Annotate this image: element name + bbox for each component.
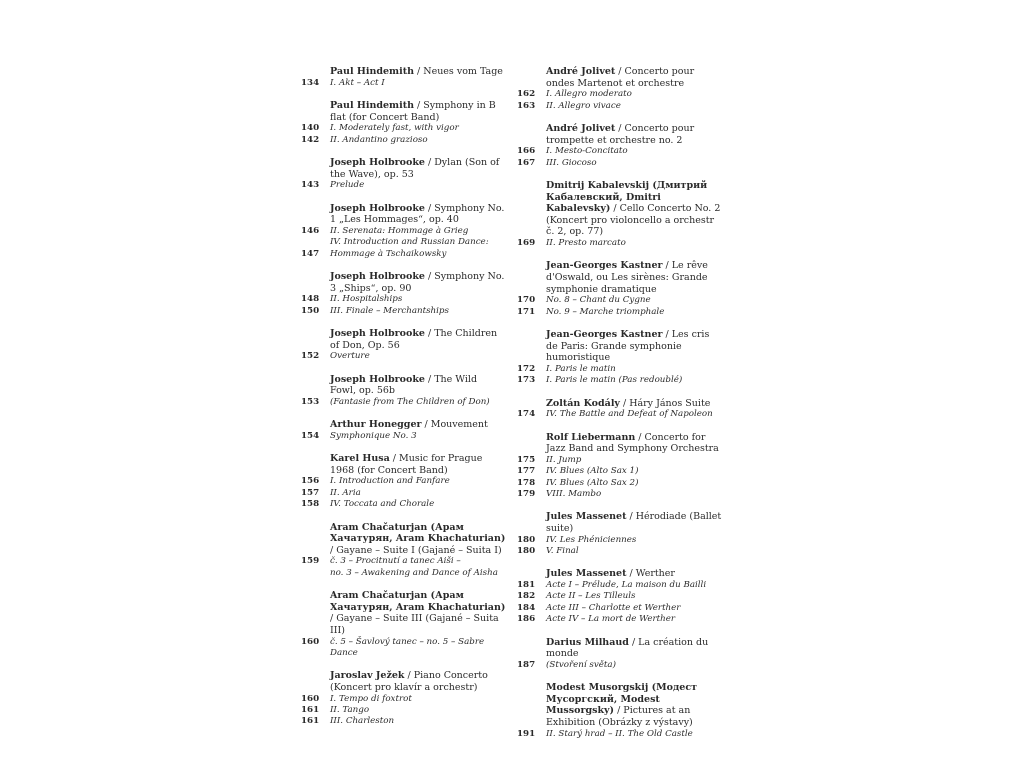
composer-name: Joseph Holbrooke: [330, 202, 425, 214]
work-title: / Hérodiade (Ballet suite): [546, 511, 722, 534]
page-number: 177: [517, 466, 536, 477]
entry-heading: [301, 590, 506, 636]
movement-title: I. Moderately fast, with vigor: [330, 123, 459, 134]
page-number: 162: [517, 89, 536, 100]
movement-row: [517, 158, 722, 169]
page-number: 180: [517, 545, 536, 556]
page-number: 152: [301, 351, 320, 362]
composer-name: Modest Musorgskij (Модест Мусоргский, Modest Mussorgsky): [546, 682, 698, 717]
movement-row: [517, 489, 722, 500]
movement-row: [301, 351, 506, 362]
entry-heading: [301, 328, 506, 351]
entry-heading: [517, 637, 722, 660]
page-number: 172: [517, 363, 536, 374]
movement-title: I. Mesto-Concitato: [546, 146, 628, 157]
page-number: 171: [517, 306, 536, 317]
movement-row: [517, 364, 722, 375]
index-entry: [517, 66, 722, 112]
movement-title: Symphonique No. 3: [330, 430, 417, 441]
page-number: [301, 568, 330, 579]
page-number: 154: [301, 430, 320, 441]
movement-row: [517, 101, 722, 112]
composer-name: Joseph Holbrooke: [330, 328, 425, 339]
entry-heading: [517, 432, 722, 455]
work-title: / Cello Concerto No. 2 (Koncert pro violoncello a orchestr č. 2, op. 77): [546, 203, 721, 238]
entry-heading: [301, 157, 506, 180]
entry-heading: [301, 374, 506, 397]
movement-row: [301, 294, 506, 305]
movement-title: I. Paris le matin: [546, 363, 616, 374]
composer-name: André Jolivet: [546, 123, 616, 134]
index-entry: [517, 568, 722, 625]
movement-row: [301, 499, 506, 510]
movement-title: č. 5 – Šavlový tanec – no. 5 – Sabre Dance: [330, 636, 485, 658]
entry-heading: [301, 453, 506, 476]
work-title: / The Wild Fowl, op. 56b: [330, 373, 478, 397]
page-number: 181: [517, 579, 536, 590]
page-number: 142: [301, 134, 320, 145]
movement-title: No. 8 – Chant du Cygne: [546, 295, 651, 306]
movement-title: I. Allegro moderato: [546, 89, 632, 100]
work-title: / La création du monde: [546, 636, 709, 660]
index-entry: [517, 432, 722, 501]
movement-title: č. 3 – Procitnutí a tanec Aiši –: [330, 556, 461, 567]
movement-row: [517, 307, 722, 318]
work-title: / The Children of Don, Op. 56: [330, 328, 498, 351]
movement-title: II. Aria: [330, 487, 361, 498]
movement-title: III. Finale – Merchantships: [330, 305, 449, 316]
movement-row: [301, 226, 506, 237]
movement-title: II. Presto marcato: [546, 237, 626, 248]
entry-heading: [301, 100, 506, 123]
entry-heading: [517, 568, 722, 580]
page-number: 161: [301, 704, 320, 715]
work-title: / Concerto pour trompette et orchestre no. 2: [546, 123, 695, 146]
composer-name: André Jolivet: [546, 66, 616, 77]
movement-row: [301, 637, 506, 660]
movement-title: Acte III – Charlotte et Werther: [546, 602, 681, 613]
index-entry: [301, 590, 506, 659]
movement-title: IV. Introduction and Russian Dance:: [330, 237, 489, 248]
movement-row: [301, 705, 506, 716]
page-number: 143: [301, 180, 320, 191]
work-title: / Piano Concerto (Koncert pro klavír a orchestr): [330, 670, 488, 693]
movement-row: [301, 397, 506, 408]
work-title: / Concerto for Jazz Band and Symphony Orchestra: [546, 431, 719, 455]
page-number: 187: [517, 659, 536, 670]
movement-title: VIII. Mambo: [546, 488, 602, 499]
work-title: / Gayane – Suite I (Gajané – Suita I): [330, 544, 502, 556]
index-entry: [301, 157, 506, 192]
composer-name: Paul Hindemith: [330, 100, 415, 111]
movement-row: [301, 694, 506, 705]
movement-row: [301, 306, 506, 317]
work-title: / Symphony in B flat (for Concert Band): [330, 100, 496, 123]
composer-name: Darius Milhaud: [546, 636, 629, 648]
index-column-left: [301, 66, 506, 739]
composer-name: Paul Hindemith: [330, 66, 415, 77]
movement-row: [517, 295, 722, 306]
entry-heading: [301, 271, 506, 294]
page-number: 175: [517, 454, 536, 465]
composer-name: Karel Husa: [330, 453, 390, 465]
entry-heading: [301, 522, 506, 557]
movement-row: [301, 135, 506, 146]
movement-title: IV. Toccata and Chorale: [330, 499, 435, 510]
movement-row: [301, 488, 506, 499]
movement-row: [517, 535, 722, 546]
entry-heading: [301, 670, 506, 693]
entry-heading: [517, 260, 722, 295]
movement-title: IV. Les Phéniciennes: [546, 534, 637, 545]
page-number: 174: [517, 409, 536, 420]
page-number: 146: [301, 225, 320, 236]
index-entry: [301, 453, 506, 510]
movement-row: [517, 375, 722, 386]
movement-row: [517, 660, 722, 671]
movement-title: I. Tempo di foxtrot: [330, 693, 412, 704]
movement-row: [301, 249, 506, 260]
page-number: 150: [301, 305, 320, 316]
index-entry: [517, 329, 722, 387]
entry-heading: [517, 682, 722, 728]
movement-row: [517, 89, 722, 100]
index-entry: [517, 260, 722, 318]
movement-title: Overture: [330, 351, 370, 362]
index-entry: [517, 180, 722, 249]
movement-row: [301, 716, 506, 727]
work-title: / Dylan (Son of the Wave), op. 53: [330, 157, 500, 180]
entry-heading: [517, 511, 722, 534]
page-number: 160: [301, 693, 320, 704]
composer-name: Joseph Holbrooke: [330, 157, 425, 168]
movement-row: [517, 591, 722, 602]
index-entry: [301, 100, 506, 146]
work-title: / Symphony No. 1 „Les Hommages“, op. 40: [330, 202, 505, 226]
composer-name: Arthur Honegger: [330, 419, 422, 431]
index-entry: [301, 328, 506, 363]
movement-row: [301, 123, 506, 134]
movement-title: (Stvoření světa): [546, 659, 616, 670]
index-entry: [517, 123, 722, 169]
index-column-right: [517, 66, 722, 751]
movement-title: I. Paris le matin (Pas redoublé): [546, 375, 683, 386]
movement-row: [517, 409, 722, 420]
page-number: 184: [517, 602, 536, 613]
movement-title: Prelude: [330, 180, 365, 191]
index-entry: [301, 374, 506, 409]
movement-row: [517, 614, 722, 625]
entry-heading: [517, 329, 722, 364]
movement-title: II. Serenata: Hommage à Grieg: [330, 225, 469, 236]
movement-row: [517, 729, 722, 740]
movement-title: III. Giocoso: [546, 157, 597, 168]
work-title: / Music for Prague 1968 (for Concert Band): [330, 453, 483, 476]
page-number: 140: [301, 123, 320, 134]
movement-row: [517, 580, 722, 591]
movement-title: II. Starý hrad – II. The Old Castle: [546, 728, 693, 739]
composer-name: Jean-Georges Kastner: [546, 328, 663, 340]
page-number: 182: [517, 591, 536, 602]
composer-name: Aram Chačaturjan (Арам Хачатурян, Aram Khachaturian): [330, 590, 506, 613]
movement-title: III. Charleston: [330, 716, 395, 727]
index-entry: [301, 203, 506, 260]
page-number: 167: [517, 157, 536, 168]
movement-row: [517, 238, 722, 249]
page-number: 156: [301, 476, 320, 487]
movement-title: IV. Blues (Alto Sax 2): [546, 477, 639, 488]
movement-row: [517, 455, 722, 466]
entry-heading: [301, 419, 506, 431]
movement-row: [301, 237, 506, 248]
page-number: 191: [517, 728, 536, 739]
movement-title: Acte I – Prélude, La maison du Bailli: [546, 579, 707, 590]
movement-row: [517, 603, 722, 614]
index-entry: [517, 511, 722, 557]
work-title: / Gayane – Suite III (Gajané – Suita III): [330, 613, 499, 636]
page-number: 160: [301, 636, 320, 647]
entry-heading: [301, 66, 506, 78]
movement-title: (Fantasie from The Children of Don): [330, 396, 490, 407]
composer-name: Dmitrij Kabalevskij (Дмитрий Кабалевский, Dmitri Kabalevsky): [546, 180, 708, 215]
index-entry: [301, 66, 506, 89]
movement-row: [517, 146, 722, 157]
composer-name: Joseph Holbrooke: [330, 271, 425, 282]
composer-name: Zoltán Kodály: [546, 397, 620, 409]
page-number: 186: [517, 614, 536, 625]
movement-row: [301, 431, 506, 442]
work-title: / Le rêve d'Oswald, ou Les sirènes: Grande symphonie dramatique: [546, 260, 708, 295]
movement-title: IV. The Battle and Defeat of Napoleon: [546, 409, 713, 420]
movement-title: II. Hospitalships: [330, 294, 403, 305]
index-entry: [301, 670, 506, 727]
page-number: 148: [301, 294, 320, 305]
work-title: / Pictures at an Exhibition (Obrázky z výstavy): [546, 705, 693, 728]
movement-title: No. 9 – Marche triomphale: [546, 306, 665, 317]
entry-heading: [517, 66, 722, 89]
page-number: 147: [301, 248, 320, 259]
index-entry: [517, 682, 722, 740]
page-number: 157: [301, 487, 320, 498]
movement-title: II. Tango: [330, 704, 370, 715]
movement-row: [301, 78, 506, 89]
movement-row: [301, 476, 506, 487]
composer-name: Jules Massenet: [546, 568, 627, 580]
work-title: / Symphony No. 3 „Ships“, op. 90: [330, 271, 505, 294]
movement-row: [301, 568, 506, 579]
page-number: 166: [517, 146, 536, 157]
movement-title: II. Jump: [546, 454, 582, 465]
movement-row: [517, 478, 722, 489]
page-number: 170: [517, 295, 536, 306]
page-number: 180: [517, 534, 536, 545]
movement-title: Acte II – Les Tilleuls: [546, 591, 636, 602]
page-number: [301, 237, 330, 248]
work-title: / Les cris de Paris: Grande symphonie humoristique: [546, 328, 710, 364]
composer-name: Joseph Holbrooke: [330, 373, 425, 385]
movement-title: Hommage à Tschaikowsky: [330, 248, 447, 259]
movement-row: [301, 556, 506, 567]
movement-title: II. Andantino grazioso: [330, 134, 428, 145]
movement-title: II. Allegro vivace: [546, 100, 621, 111]
page-number: 161: [301, 716, 320, 727]
page-number: 179: [517, 488, 536, 499]
entry-heading: [517, 398, 722, 410]
movement-row: [517, 546, 722, 557]
movement-title: I. Akt – Act I: [330, 77, 385, 88]
movement-title: no. 3 – Awakening and Dance of Aisha: [330, 567, 498, 578]
composer-name: Rolf Liebermann: [546, 431, 636, 443]
movement-row: [301, 180, 506, 191]
composer-name: Jean-Georges Kastner: [546, 260, 663, 272]
page-number: 163: [517, 100, 536, 111]
composer-name: Aram Chačaturjan (Арам Хачатурян, Aram Khachaturian): [330, 521, 506, 545]
page-number: 153: [301, 396, 320, 407]
index-entry: [301, 271, 506, 317]
index-entry: [517, 637, 722, 672]
entry-heading: [517, 123, 722, 146]
index-entry: [301, 419, 506, 442]
composer-name: Jules Massenet: [546, 511, 627, 523]
page-number: 159: [301, 556, 320, 567]
work-title: / Concerto pour ondes Martenot et orchestre: [546, 66, 695, 89]
movement-title: IV. Blues (Alto Sax 1): [546, 466, 639, 477]
movement-title: I. Introduction and Fanfare: [330, 476, 450, 487]
composer-name: Jaroslav Ježek: [330, 670, 405, 682]
page-number: 169: [517, 237, 536, 248]
page-number: 173: [517, 375, 536, 386]
work-title: / Mouvement: [421, 419, 488, 431]
movement-title: V. Final: [546, 545, 579, 556]
page-number: 178: [517, 477, 536, 488]
index-entry: [517, 398, 722, 421]
movement-title: Acte IV – La mort de Werther: [546, 614, 676, 625]
index-entry: [301, 522, 506, 580]
page-number: 158: [301, 499, 320, 510]
page-number: 134: [301, 77, 320, 88]
work-title: / Háry János Suite: [619, 397, 711, 409]
work-title: / Neues vom Tage: [414, 66, 503, 77]
entry-heading: [517, 180, 722, 238]
movement-row: [517, 466, 722, 477]
entry-heading: [301, 203, 506, 226]
work-title: / Werther: [626, 568, 675, 580]
